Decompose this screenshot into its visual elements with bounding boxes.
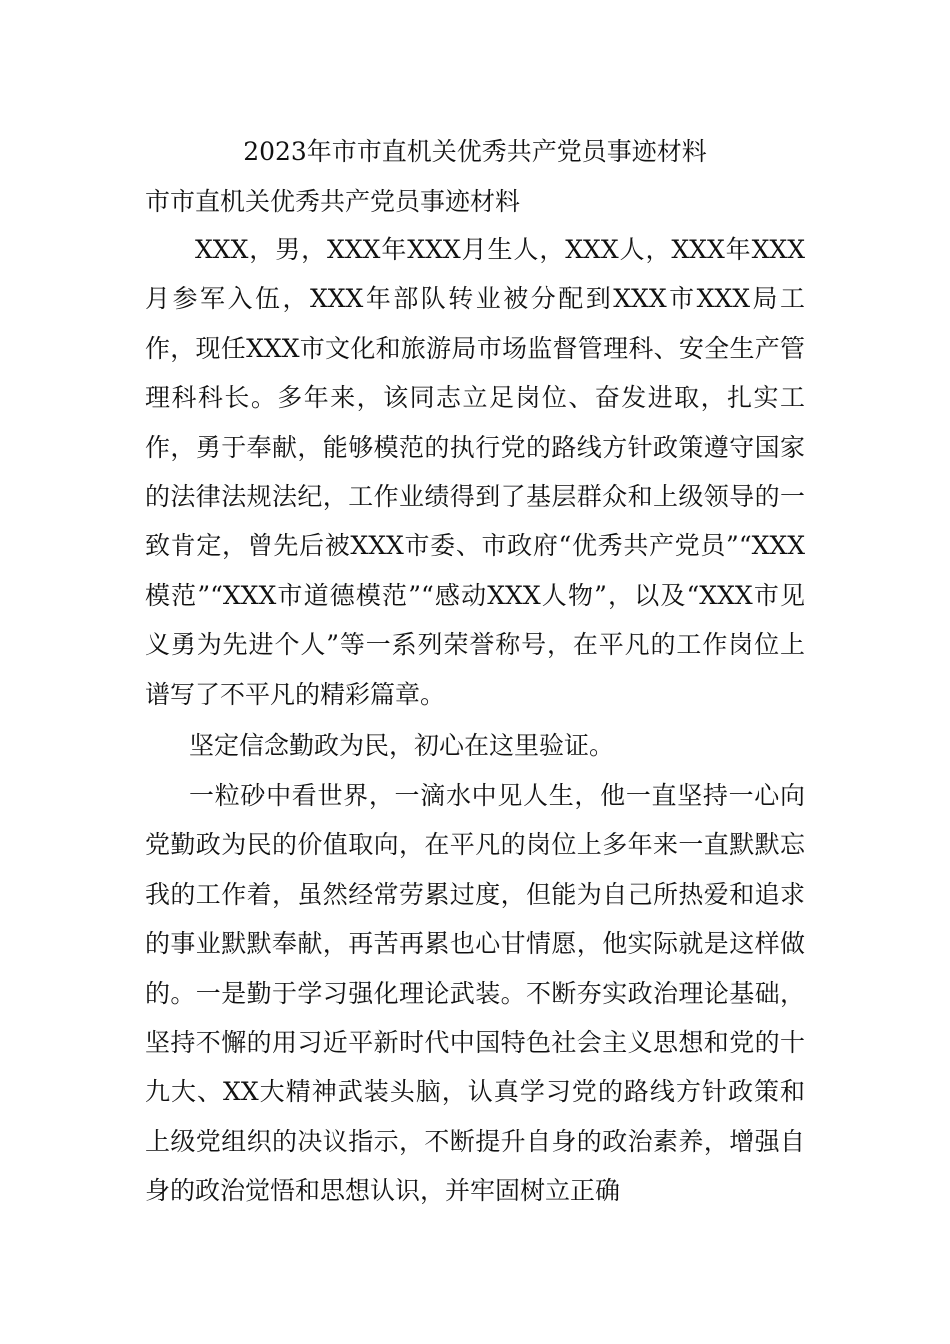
paragraph-body: 一粒砂中看世界，一滴水中见人生，他一直坚持一心向党勤政为民的价值取向，在平凡的岗位上多年来一直默默忘我的工作着，虽然经常劳累过度，但能为自己所热爱和追求的事业默默奉献，再苦再累也心甘情愿，他实际就是这样做的。一是勤于学习强化理论武装。不断夯实政治理论基础，坚持不懈的用习近平新时代中国特色社会主义思想和党的十九大、XX大精神武装头脑，认真学习党的路线方针政策和上级党组织的决议指示，不断提升自身的政治素养，增强自身的政治觉悟和思想认识，并牢固树立正确 xyxy=(145,781,805,1206)
document-subtitle: 市市直机关优秀共产党员事迹材料 xyxy=(145,187,521,216)
paragraph-section-heading: 坚定信念勤政为民，初心在这里验证。 xyxy=(189,731,615,760)
document-title: 2023年市市直机关优秀共产党员事迹材料 xyxy=(243,137,707,166)
paragraph-biography: XXX，男，XXX年XXX月生人，XXX人，XXX年XXX月参军入伍，XXX年部队转业被分配到XXX市XXX局工作，现任XXX市文化和旅游局市场监督管理科、安全生产管理科科长。多年来，该同志立足岗位、奋发进取，扎实工作，勇于奉献，能够模范的执行党的路线方针政策遵守国家的法律法规法纪，工作业绩得到了基层群众和上级领导的一致肯定，曾先后被XXX市委、市政府“优秀共产党员”“XXX模范”“XXX市道德模范”“感动XXX人物”，以及“XXX市见义勇为先进个人”等一系列荣誉称号，在平凡的工作岗位上谱写了不平凡的精彩篇章。 xyxy=(145,235,805,709)
